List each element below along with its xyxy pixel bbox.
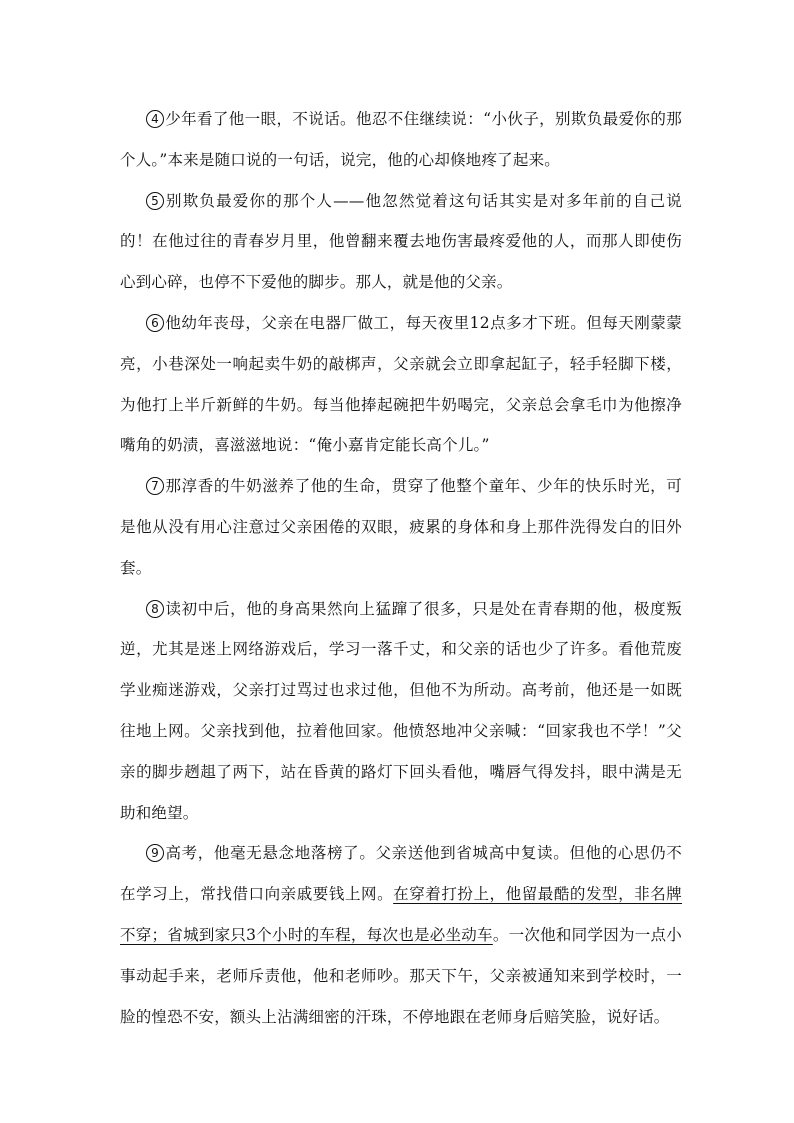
paragraph-text-before: 高考，他毫无悬念地落榜了。父亲送他到省城高中复读。但他的心思仍不在学习上，常找借口向亲戚要钱上网。 [120,844,682,904]
paragraph-number: 7 [146,477,164,495]
paragraph-6 [120,303,682,466]
paragraph-number: 6 [146,314,164,332]
paragraph-5 [120,181,682,303]
paragraph-number: 5 [146,192,164,210]
paragraph-number: 9 [146,844,164,862]
paragraph-text: 少年看了他一眼，不说话。他忍不住继续说：“小伙子，别欺负最爱你的那个人。”本来是随口说的一句话，说完，他的心却倏地疼了起来。 [120,110,682,169]
paragraph-8 [120,589,682,834]
underlined-passage: 在穿着打扮上，他留最酷的发型，非名牌不穿；省城到家只3个小时的车程，每次也是必坐动车 [120,885,682,944]
paragraph-text: 读初中后，他的身高果然向上猛蹿了很多，只是处在青春期的他，极度叛逆，尤其是迷上网络游戏后，学习一落千丈，和父亲的话也少了许多。看他荒废学业痴迷游戏，父亲打过骂过也求过他，但他不为所动。高考前，他还是一如既往地上网。父亲找到他，拉着他回家。他愤怒地冲父亲喊：“回家我也不学！”父亲的脚步趔趄了两下，站在昏黄的路灯下回头看他，嘴唇气得发抖，眼中满是无助和绝望。 [120,599,682,822]
paragraph-number: 4 [146,110,164,128]
paragraph-text-after: 。一次他和同学因为一点小事动起手来，老师斥责他，他和老师吵。那天下午，父亲被通知来到学校时，一脸的惶恐不安，额头上沾满细密的汗珠，不停地跟在老师身后赔笑脸，说好话。 [120,925,682,1026]
paragraph-text: 那淳香的牛奶滋养了他的生命，贯穿了他整个童年、少年的快乐时光，可是他从没有用心注意过父亲困倦的双眼，疲累的身体和身上那件洗得发白的旧外套。 [120,477,682,577]
paragraph-text: 别欺负最爱你的那个人——他忽然觉着这句话其实是对多年前的自己说的！在他过往的青春岁月里，他曾翻来覆去地伤害最疼爱他的人，而那人即使伤心到心碎，也停不下爱他的脚步。那人，就是他的父亲。 [120,191,682,292]
paragraph-number: 8 [146,600,164,618]
paragraph-9 [120,833,682,1037]
paragraph-4 [120,99,682,181]
paragraph-7 [120,466,682,588]
article-body [120,99,682,1037]
paragraph-text: 他幼年丧母，父亲在电器厂做工，每天夜里12点多才下班。但每天刚蒙蒙亮，小巷深处一响起卖牛奶的敲梆声，父亲就会立即拿起缸子，轻手轻脚下楼，为他打上半斤新鲜的牛奶。每当他捧起碗把牛奶喝完，父亲总会拿毛巾为他擦净嘴角的奶渍，喜滋滋地说：“俺小嘉肯定能长高个儿。” [120,313,682,455]
